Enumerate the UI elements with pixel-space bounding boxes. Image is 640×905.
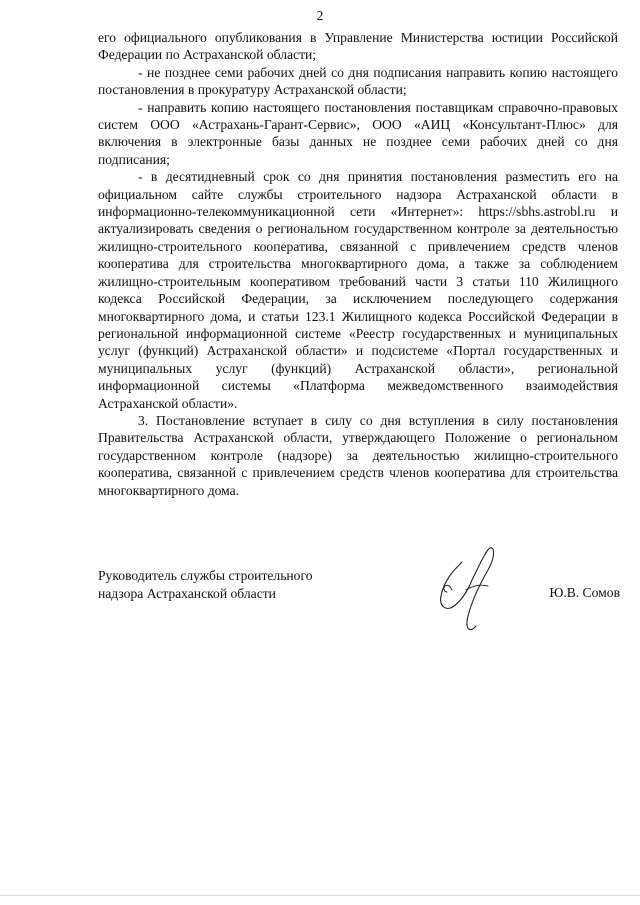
paragraph-continuation: его официального опубликования в Управление Министерства юстиции Российской Федерации по Астраханской области; xyxy=(98,30,618,63)
paragraph-send-to-prosecutor: - не позднее семи рабочих дней со дня подписания направить копию настоящего постановления в прокуратуру Астраханской области; xyxy=(98,64,618,98)
handwritten-signature xyxy=(432,540,502,640)
document-body xyxy=(98,29,618,499)
paragraph-publish-on-website: - в десятидневный срок со дня принятия постановления разместить его на официальном сайте службы строительного надзора Астраханской области в информационно-телекоммуникационной сети «Интернет»: https://sbhs.astrobl.ru и актуализировать сведения о региональном государственном контроле за деятельностью жилищно-строительного кооператива, связанной с привлечением средств членов кооператива для строительства многоквартирного дома, а также за соблюдением жилищно-строительным кооперативом требований части 3 статьи 110 Жилищного кодекса Российской Федерации, за исключением последующего содержания многоквартирного дома, и статьи 123.1 Жилищного кодекса Российской Федерации в региональной информационной системе «Реестр государственных и муниципальных услуг (функций) Астраханской области» и подсистеме «Портал государственных и муниципальных услуг (функций) Астраханской области», региональной информационной системы «Платформа межведомственного взаимодействия Астраханской области». xyxy=(98,169,618,411)
signer-position-line-2: надзора Астраханской области xyxy=(98,586,276,601)
page-number: 2 xyxy=(316,8,324,23)
signer-position xyxy=(98,567,313,603)
page-bottom-edge xyxy=(0,895,640,896)
signature-block xyxy=(98,567,620,627)
paragraph-entry-into-force: 3. Постановление вступает в силу со дня вступления в силу постановления Правительства Астраханской области, утверждающего Положение о региональном государственном контроле (надзоре) за деятельностью жилищно-строительного кооператива, связанной с привлечением средств членов кооператива для строительства многоквартирного дома. xyxy=(98,412,618,498)
signer-name: Ю.В. Сомов xyxy=(549,585,620,600)
paragraph-send-to-legal-systems: - направить копию настоящего постановления поставщикам справочно-правовых систем ООО «Астрахань-Гарант-Сервис», ООО «АИЦ «Консультант-Плюс» для включения в электронные базы данных не позднее семи рабочих дней со дня подписания; xyxy=(98,99,618,167)
signer-position-line-1: Руководитель службы строительного xyxy=(98,568,313,583)
